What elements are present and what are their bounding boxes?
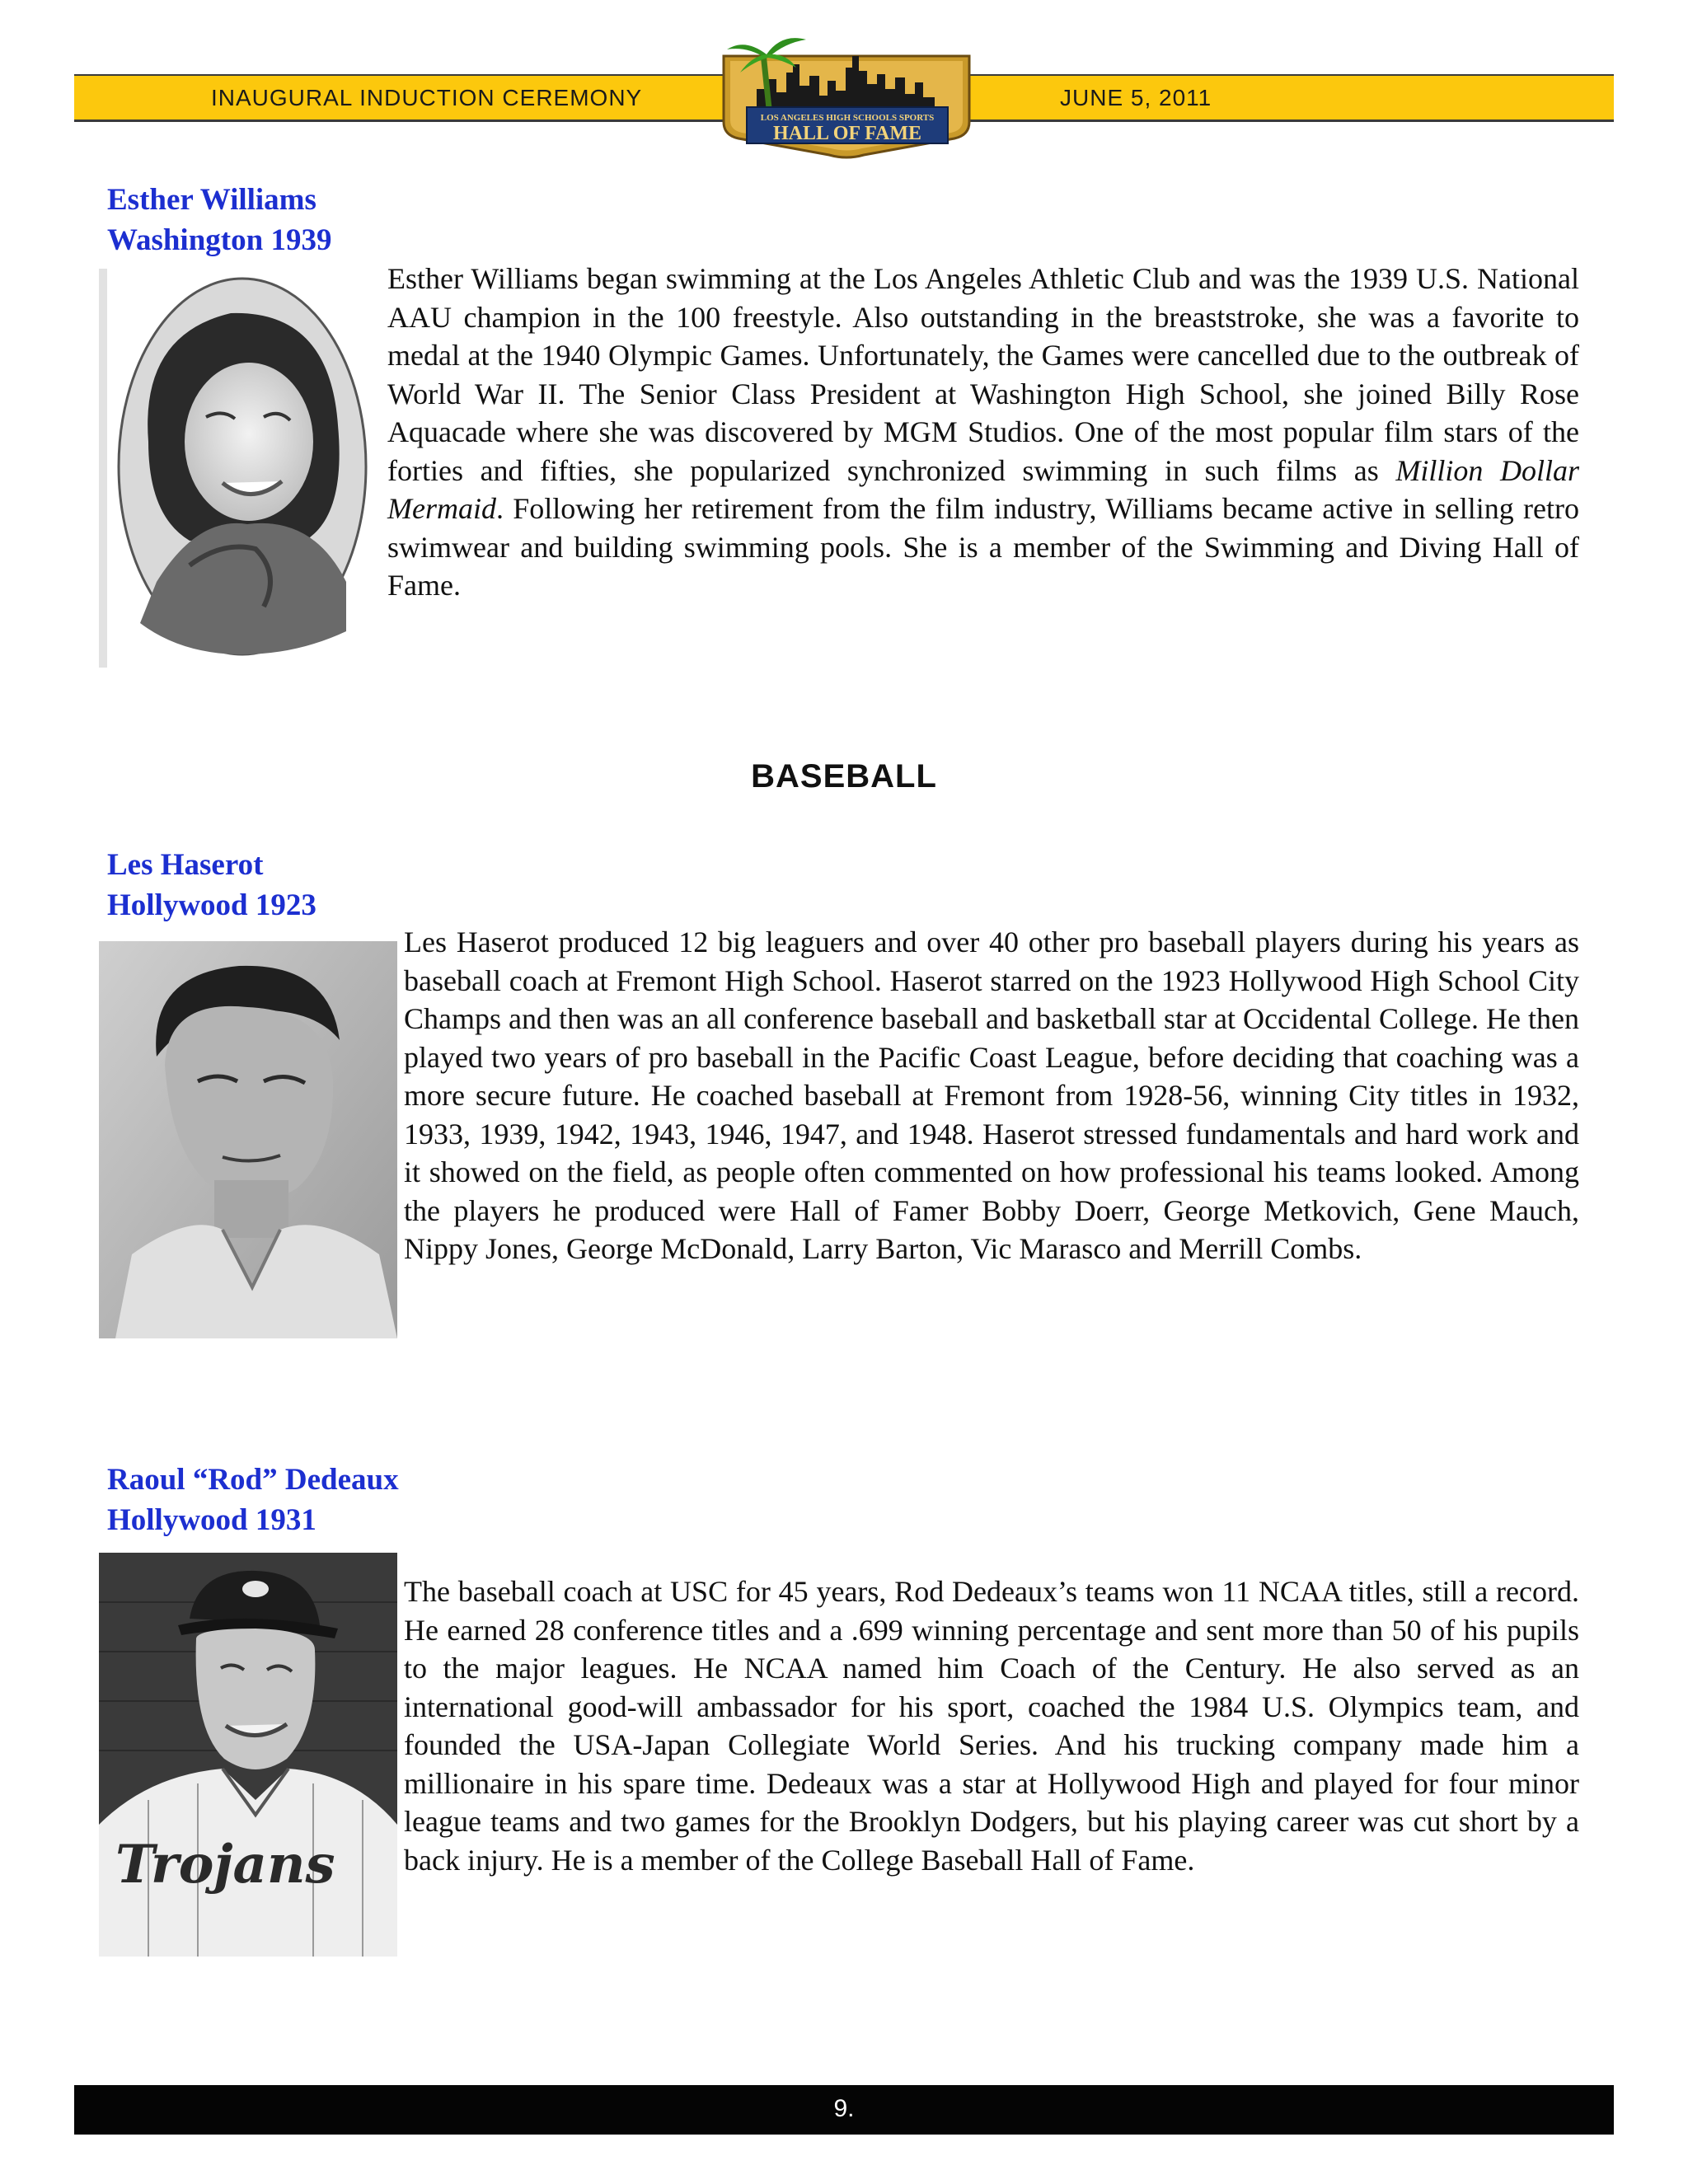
bio-text: . Following her retirement from the film industry, Williams became active in selling retro swimwear and building swimming pools. She is a member of the Swimming and Diving Hall of Fame. [387,492,1579,602]
page-number: 9. [833,2095,855,2122]
inductee-school-year: Hollywood 1923 [107,888,316,922]
inductee-biography: The baseball coach at USC for 45 years, Rod Dedeaux’s teams won 11 NCAA titles, still a record. He earned 28 conference titles and a .699 winning percentage and sent more than 50 of his pupils to the major leagues. He NCAA named him Coach of the Century. He also served as an international good-will ambassador for his sport, coached the 1984 U.S. Olympics team, and founded the USA-Japan Collegiate World Series. And his trucking company made him a millionaire in his spare time. Dedeaux was a star at Hollywood High and played for four minor league teams and two games for the Brooklyn Dodgers, but his playing career was cut short by a back injury. He is a member of the College Baseball Hall of Fame. [404,1575,1579,1877]
inductee-biography [387,260,1579,605]
inductee-name: Esther Williams [107,183,316,217]
portrait-photo [99,1553,397,1957]
section-heading: BASEBALL [751,758,937,794]
film-title: Million Dollar Mermaid [387,453,1579,525]
portrait-photo [99,269,371,668]
inductee-school-year: Hollywood 1931 [107,1503,316,1537]
ceremony-date: JUNE 5, 2011 [1060,85,1212,110]
bio-text: Esther Williams began swimming at the Los Angeles Athletic Club and was the 1939 U.S. National AAU champion in the 100 freestyle. Also outstanding in the breaststroke, she was a favorite to medal at the 1940 Olympic Games. Unfortunately, the Games were cancelled due to the outbreak of World War II. The Senior Class President at Washington High School, she joined Billy Rose Aquacade where she was discovered by MGM Studios. One of the most popular film stars of the forties and fifties, she popularized synchronized swimming in such films as [387,262,1579,487]
inductee-biography: Les Haserot produced 12 big leaguers and over 40 other pro baseball players during his years as baseball coach at Fremont High School. Haserot starred on the 1923 Hollywood High School City Champs and then was an all conference baseball and basketball star at Occidental College. He then played two years of pro baseball in the Pacific Coast League, before deciding that coaching was a more secure future. He coached baseball at Fremont from 1928-56, winning City titles in 1932, 1933, 1939, 1942, 1943, 1946, 1947, and 1948. Haserot stressed fundamentals and hard work and it showed on the field, as people often commented on how professional his teams looked. Among the players he produced were Hall of Famer Bobby Doerr, George Metkovich, Gene Mauch, Nippy Jones, George McDonald, Larry Barton, Vic Marasco and Merrill Combs. [404,926,1579,1265]
ceremony-title: INAUGURAL INDUCTION CEREMONY [211,85,643,110]
logo-small-text: LOS ANGELES HIGH SCHOOLS SPORTS [760,113,935,123]
hall-of-fame-logo [707,31,986,160]
inductee-name-block [107,845,316,926]
inductee-name: Raoul “Rod” Dedeaux [107,1463,399,1497]
portrait-photo [99,941,397,1338]
jersey-lettering: Trojans [115,1834,335,1896]
inductee-name-block [107,180,331,260]
inductee-name: Les Haserot [107,848,264,882]
inductee-name-block [107,1460,399,1540]
footer-band [74,2085,1614,2135]
inductee-school-year: Washington 1939 [107,223,332,257]
logo-main-text: HALL OF FAME [773,123,921,144]
